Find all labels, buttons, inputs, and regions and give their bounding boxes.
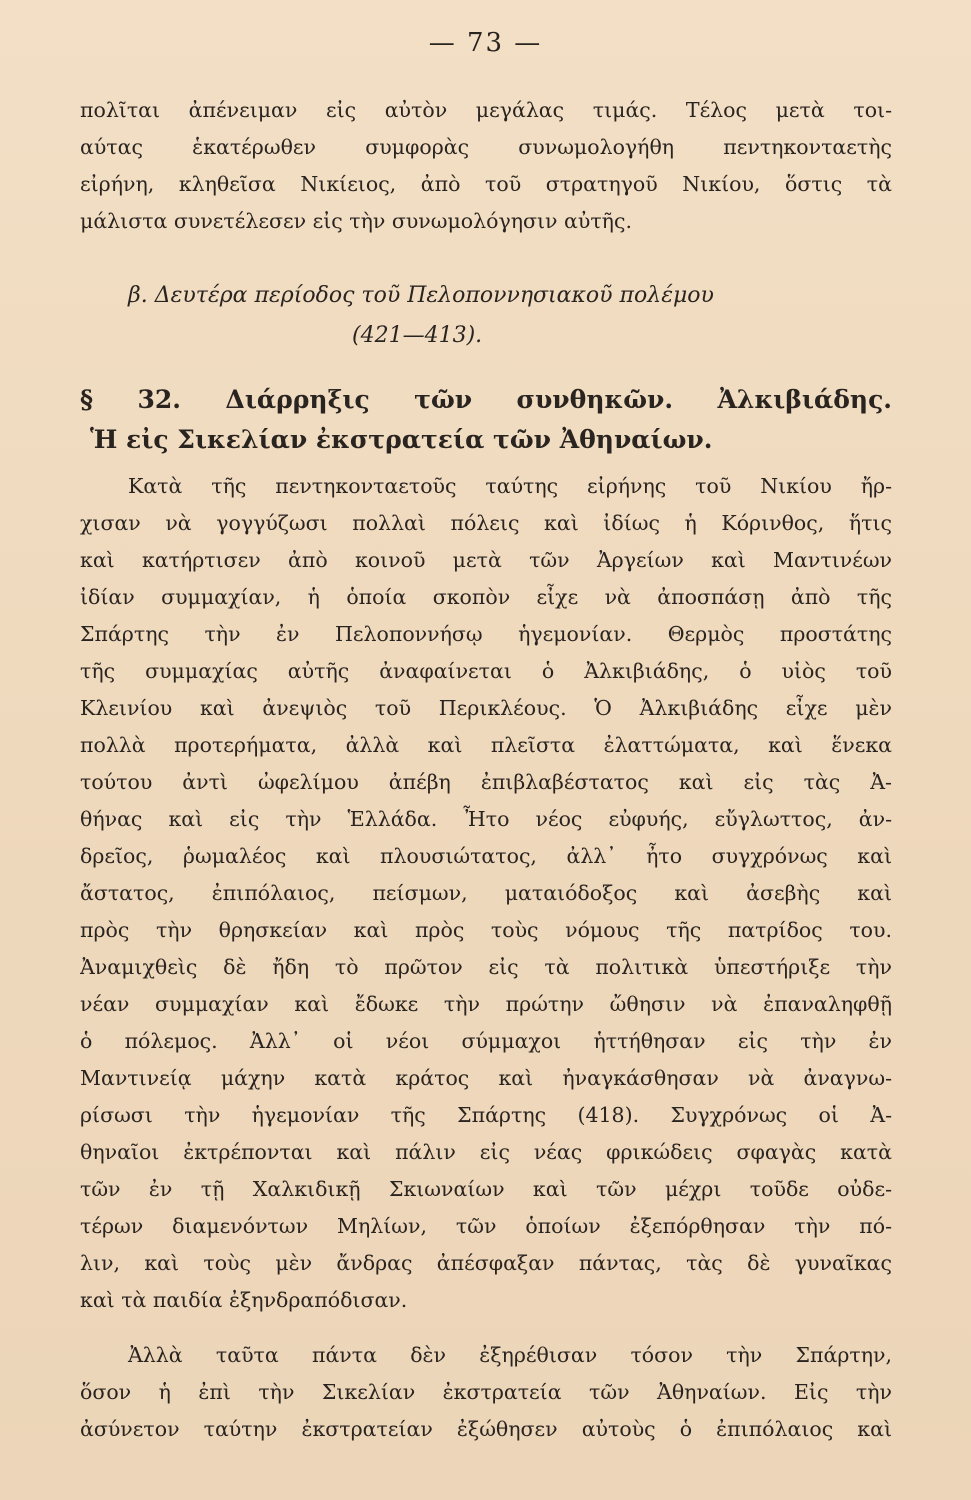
body-paragraph xyxy=(80,468,892,1319)
text-line: Ἀναμιχθεὶς δὲ ἤδη τὸ πρῶτον εἰς τὰ πολιτικὰ ὑπεστήριξε τὴν xyxy=(80,955,892,979)
text-line: πολλὰ προτερήματα, ἀλλὰ καὶ πλεῖστα ἐλαττώματα, καὶ ἕνεκα xyxy=(80,733,892,757)
subtitle-line: β. Δευτέρα περίοδος τοῦ Πελοποννησιακοῦ πολέμου xyxy=(128,283,714,308)
text-line: ἀσύνετον ταύτην ἐκστρατείαν ἐξώθησεν αὐτοὺς ὁ ἐπιπόλαιος καὶ xyxy=(80,1417,892,1441)
text-line: πρὸς τὴν θρησκείαν καὶ πρὸς τοὺς νόμους τῆς πατρίδος του. xyxy=(80,918,892,942)
text-line: χισαν νὰ γογγύζωσι πολλαὶ πόλεις καὶ ἰδίως ἡ Κόρινθος, ἥτις xyxy=(80,511,892,535)
text-line: καὶ κατήρτισεν ἀπὸ κοινοῦ μετὰ τῶν Ἀργείων καὶ Μαντινέων xyxy=(80,548,892,572)
final-paragraph xyxy=(80,1337,892,1448)
text-line: τέρων διαμενόντων Μηλίων, τῶν ὁποίων ἐξεπόρθησαν τὴν πό- xyxy=(80,1214,892,1238)
text-line: νέαν συμμαχίαν καὶ ἔδωκε τὴν πρώτην ὤθησιν νὰ ἐπαναληφθῇ xyxy=(80,992,892,1016)
text-line: ἰδίαν συμμαχίαν, ἡ ὁποία σκοπὸν εἶχε νὰ ἀποσπάσῃ ἀπὸ τῆς xyxy=(80,585,892,609)
text-line: μάλιστα συνετέλεσεν εἰς τὴν συνωμολόγησιν αὐτῆς. xyxy=(80,209,632,233)
text-line: θηναῖοι ἐκτρέπονται καὶ πάλιν εἰς νέας φρικώδεις σφαγὰς κατὰ xyxy=(80,1140,892,1164)
period-subtitle xyxy=(80,276,892,356)
text-line: τῆς συμμαχίας αὐτῆς ἀναφαίνεται ὁ Ἀλκιβιάδης, ὁ υἱὸς τοῦ xyxy=(80,659,892,683)
text-line: θήνας καὶ εἰς τὴν Ἑλλάδα. Ἦτο νέος εὐφυής, εὔγλωττος, ἀν- xyxy=(80,807,892,831)
subtitle-dates: (421—413). xyxy=(352,323,483,348)
intro-paragraph xyxy=(80,92,892,240)
text-line: πολῖται ἀπένειμαν εἰς αὐτὸν μεγάλας τιμάς. Τέλος μετὰ τοι- xyxy=(80,98,892,122)
section-heading-line: Ἡ εἰς Σικελίαν ἐκστρατεία τῶν Ἀθηναίων. xyxy=(90,425,713,454)
text-line: ρίσωσι τὴν ἡγεμονίαν τῆς Σπάρτης (418). Συγχρόνως οἱ Ἀ- xyxy=(80,1103,892,1127)
section-heading xyxy=(80,380,892,460)
text-line: Μαντινείᾳ μάχην κατὰ κράτος καὶ ἠναγκάσθησαν νὰ ἀναγνω- xyxy=(80,1066,892,1090)
section-heading-line: § 32. Διάρρηξις τῶν συνθηκῶν. Ἀλκιβιάδης. xyxy=(80,385,892,414)
text-line: καὶ τὰ παιδία ἐξηνδραπόδισαν. xyxy=(80,1288,408,1312)
text-line: Σπάρτης τὴν ἐν Πελοποννήσῳ ἡγεμονίαν. Θερμὸς προστάτης xyxy=(80,622,892,646)
page-number: — 73 — xyxy=(428,28,543,58)
text-line: λιν, καὶ τοὺς μὲν ἄνδρας ἀπέσφαξαν πάντας, τὰς δὲ γυναῖκας xyxy=(80,1251,892,1275)
text-line: τῶν ἐν τῇ Χαλκιδικῇ Σκιωναίων καὶ τῶν μέχρι τοῦδε οὐδε- xyxy=(80,1177,892,1201)
text-line: Κατὰ τῆς πεντηκονταετοῦς ταύτης εἰρήνης τοῦ Νικίου ἤρ- xyxy=(128,474,892,498)
text-line: ὅσον ἡ ἐπὶ τὴν Σικελίαν ἐκστρατεία τῶν Ἀθηναίων. Εἰς τὴν xyxy=(80,1380,892,1404)
text-line: δρεῖος, ῥωμαλέος καὶ πλουσιώτατος, ἀλλ᾽ ἦτο συγχρόνως καὶ xyxy=(80,844,892,868)
text-line: Ἀλλὰ ταῦτα πάντα δὲν ἐξηρέθισαν τόσον τὴν Σπάρτην, xyxy=(128,1343,892,1367)
text-line: εἰρήνη, κληθεῖσα Νικίειος, ἀπὸ τοῦ στρατηγοῦ Νικίου, ὅστις τὰ xyxy=(80,172,892,196)
text-line: αύτας ἑκατέρωθεν συμφορὰς συνωμολογήθη πεντηκονταετὴς xyxy=(80,135,892,159)
text-line: ἄστατος, ἐπιπόλαιος, πείσμων, ματαιόδοξος καὶ ἀσεβὴς καὶ xyxy=(80,881,892,905)
text-line: ὁ πόλεμος. Ἀλλ᾽ οἱ νέοι σύμμαχοι ἡττήθησαν εἰς τὴν ἐν xyxy=(80,1029,892,1053)
text-line: τούτου ἀντὶ ὠφελίμου ἀπέβη ἐπιβλαβέστατος καὶ εἰς τὰς Ἀ- xyxy=(80,770,892,794)
text-line: Κλεινίου καὶ ἀνεψιὸς τοῦ Περικλέους. Ὁ Ἀλκιβιάδης εἶχε μὲν xyxy=(80,696,892,720)
